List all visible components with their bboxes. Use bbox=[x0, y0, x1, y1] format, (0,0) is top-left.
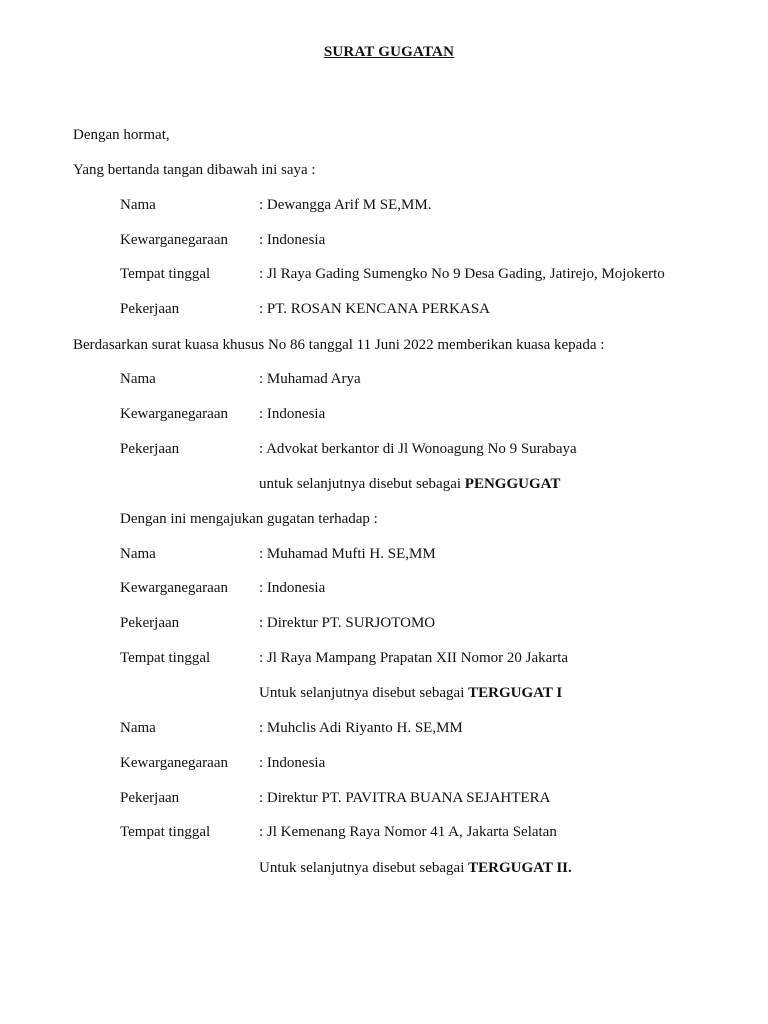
field-value: : PT. ROSAN KENCANA PERKASA bbox=[259, 301, 491, 317]
greeting: Dengan hormat, bbox=[73, 127, 170, 143]
principal-name-row bbox=[0, 197, 768, 217]
document-title: SURAT GUGATAN bbox=[323, 44, 455, 60]
intro-line: Yang bertanda tangan dibawah ini saya : bbox=[73, 162, 316, 178]
field-label: Tempat tinggal bbox=[120, 266, 211, 282]
defendant1-name-row bbox=[0, 546, 768, 566]
defendant1-occupation-row bbox=[0, 615, 768, 635]
defendant2-name-row bbox=[0, 720, 768, 740]
defendant1-citizenship-row bbox=[0, 580, 768, 600]
field-value: : Indonesia bbox=[259, 580, 326, 596]
note-text: Untuk selanjutnya disebut sebagai bbox=[259, 685, 469, 701]
field-value: : Advokat berkantor di Jl Wonoagung No 9 Surabaya bbox=[259, 441, 577, 457]
field-value: : Jl Raya Gading Sumengko No 9 Desa Gading, Jatirejo, Mojokerto bbox=[259, 266, 665, 282]
field-value: : Indonesia bbox=[259, 406, 326, 422]
field-value: : Indonesia bbox=[259, 232, 326, 248]
defendant2-occupation-row bbox=[0, 790, 768, 810]
role-label: TERGUGAT II. bbox=[468, 860, 572, 876]
defendant2-note bbox=[259, 860, 572, 877]
field-label: Nama bbox=[120, 546, 156, 562]
field-label: Pekerjaan bbox=[120, 441, 180, 457]
note-text: untuk selanjutnya disebut sebagai bbox=[259, 476, 465, 492]
defendant2-residence-row bbox=[0, 824, 768, 844]
field-label: Kewarganegaraan bbox=[120, 755, 228, 771]
power-of-attorney-line: Berdasarkan surat kuasa khusus No 86 tanggal 11 Juni 2022 memberikan kuasa kepada : bbox=[73, 337, 605, 353]
attorney-name-row bbox=[0, 371, 768, 391]
field-value: : Muhclis Adi Riyanto H. SE,MM bbox=[259, 720, 463, 736]
defendant1-note bbox=[259, 685, 562, 702]
field-label: Nama bbox=[120, 371, 156, 387]
role-label: PENGGUGAT bbox=[464, 476, 561, 492]
field-label: Pekerjaan bbox=[120, 790, 180, 806]
attorney-citizenship-row bbox=[0, 406, 768, 426]
field-value: : Dewangga Arif M SE,MM. bbox=[259, 197, 432, 213]
field-value: : Indonesia bbox=[259, 755, 326, 771]
field-label: Kewarganegaraan bbox=[120, 580, 228, 596]
field-value: : Jl Raya Mampang Prapatan XII Nomor 20 Jakarta bbox=[259, 650, 569, 666]
field-value: : Direktur PT. SURJOTOMO bbox=[259, 615, 436, 631]
note-text: Untuk selanjutnya disebut sebagai bbox=[259, 860, 469, 876]
field-label: Pekerjaan bbox=[120, 301, 180, 317]
field-value: : Muhamad Arya bbox=[259, 371, 361, 387]
principal-occupation-row bbox=[0, 301, 768, 321]
field-value: : Jl Kemenang Raya Nomor 41 A, Jakarta Selatan bbox=[259, 824, 557, 840]
field-label: Kewarganegaraan bbox=[120, 406, 228, 422]
principal-citizenship-row bbox=[0, 232, 768, 252]
role-label: TERGUGAT I bbox=[468, 685, 563, 701]
field-label: Tempat tinggal bbox=[120, 650, 211, 666]
field-label: Kewarganegaraan bbox=[120, 232, 228, 248]
field-label: Nama bbox=[120, 197, 156, 213]
attorney-occupation-row bbox=[0, 441, 768, 461]
field-label: Pekerjaan bbox=[120, 615, 180, 631]
defendant1-residence-row bbox=[0, 650, 768, 670]
field-label: Nama bbox=[120, 720, 156, 736]
field-value: : Direktur PT. PAVITRA BUANA SEJAHTERA bbox=[259, 790, 551, 806]
defendant2-citizenship-row bbox=[0, 755, 768, 775]
plaintiff-note bbox=[259, 476, 560, 493]
field-label: Tempat tinggal bbox=[120, 824, 211, 840]
principal-residence-row bbox=[0, 266, 768, 286]
lawsuit-intro: Dengan ini mengajukan gugatan terhadap : bbox=[120, 511, 378, 527]
field-value: : Muhamad Mufti H. SE,MM bbox=[259, 546, 436, 562]
